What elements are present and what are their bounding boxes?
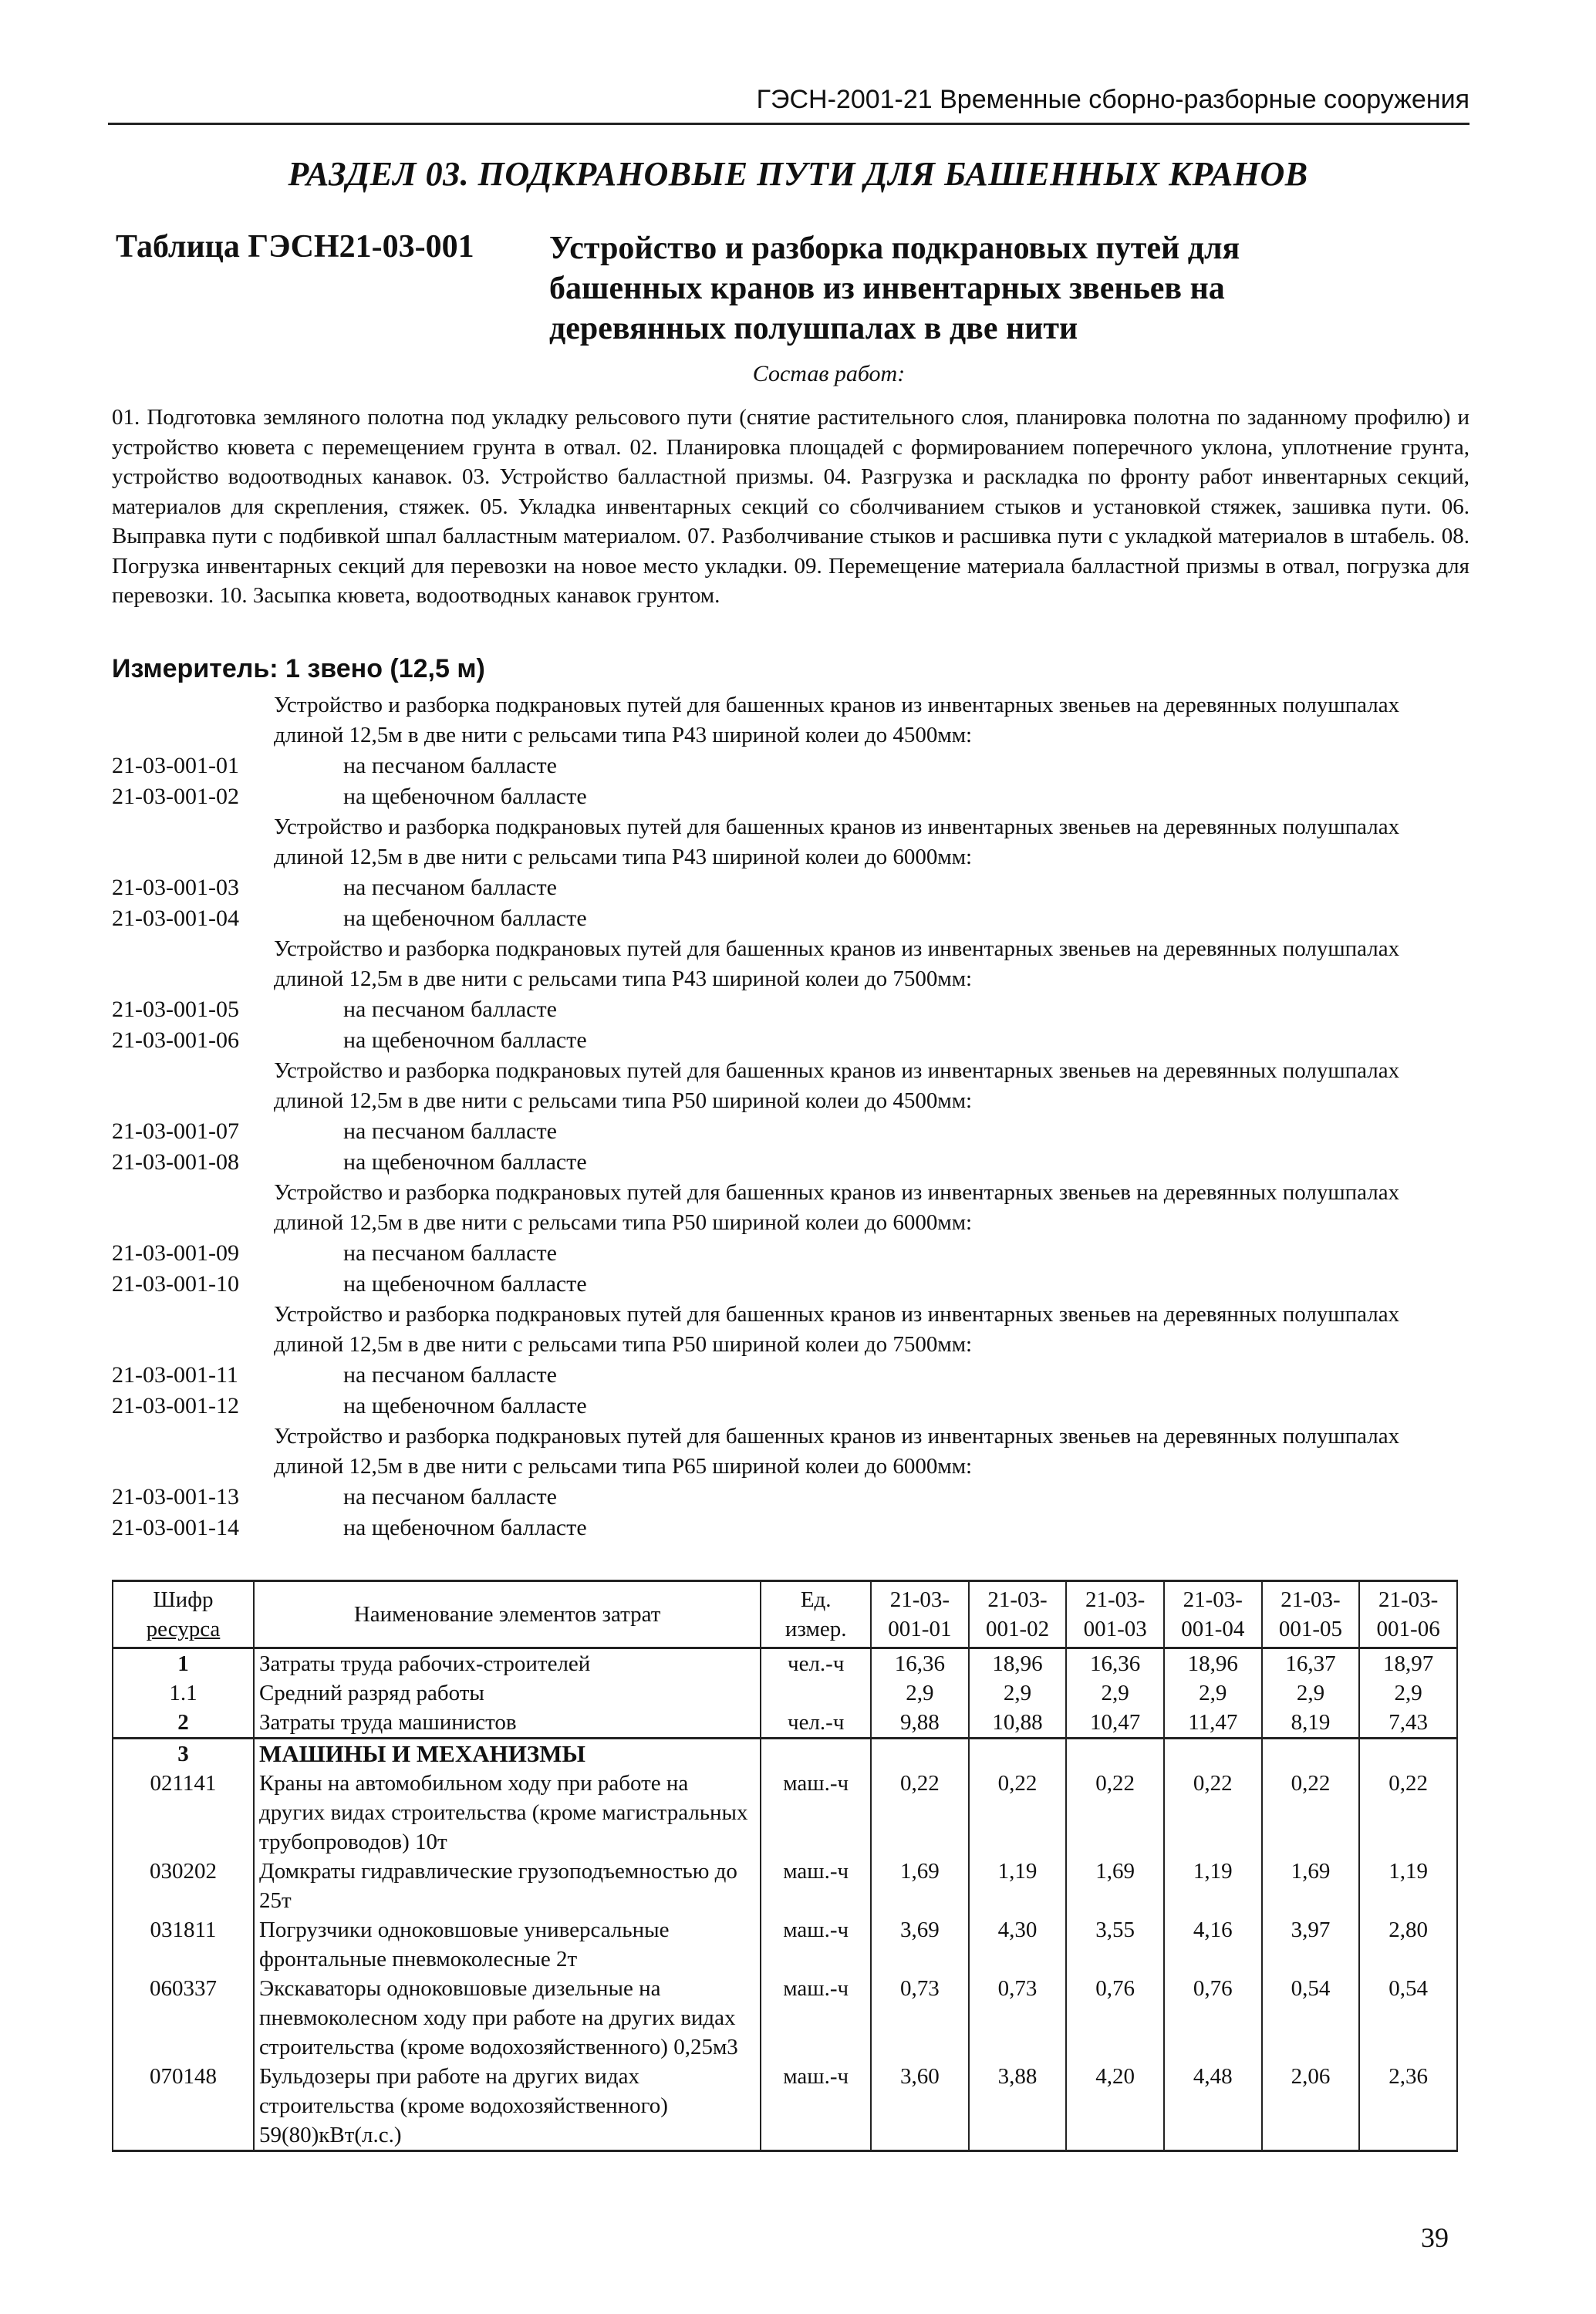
row-value: 0,73 <box>969 1974 1067 2062</box>
table-row <box>113 1678 1457 1708</box>
row-name: Затраты труда машинистов <box>254 1708 761 1739</box>
header-col-line1: 21-03- <box>1085 1587 1146 1612</box>
section-title: РАЗДЕЛ 03. ПОДКРАНОВЫЕ ПУТИ ДЛЯ БАШЕННЫХ КРАНОВ <box>288 155 1308 193</box>
table-header-row <box>113 1581 1457 1648</box>
row-value: 1,19 <box>1359 1857 1457 1915</box>
table-row <box>113 2062 1457 2151</box>
row-code: 070148 <box>113 2062 254 2151</box>
variant-code: 21-03-001-10 <box>112 1271 239 1297</box>
variant-item <box>112 1238 1469 1269</box>
row-code: 2 <box>113 1708 254 1739</box>
row-value: 2,36 <box>1359 2062 1457 2151</box>
variant-text: на песчаном балласте <box>343 875 557 900</box>
section-name: МАШИНЫ И МЕХАНИЗМЫ <box>254 1739 761 1769</box>
row-value: 18,96 <box>969 1648 1067 1679</box>
header-code-line1: Шифр <box>153 1587 214 1612</box>
variant-item <box>112 903 1469 934</box>
variant-code: 21-03-001-05 <box>112 997 239 1022</box>
header-col-6 <box>1359 1581 1457 1648</box>
variant-item <box>112 1513 1469 1543</box>
variant-code: 21-03-001-07 <box>112 1118 239 1144</box>
table-row <box>113 1857 1457 1915</box>
variant-item <box>112 1116 1469 1147</box>
header-col-2 <box>969 1581 1067 1648</box>
variant-text: на песчаном балласте <box>343 1484 557 1509</box>
machine-rows <box>113 1739 1457 2151</box>
row-value: 3,97 <box>1262 1915 1360 1974</box>
variant-item <box>112 872 1469 903</box>
empty-cell <box>1066 1739 1164 1769</box>
row-value: 1,19 <box>969 1857 1067 1915</box>
variant-item <box>112 1269 1469 1300</box>
variant-code: 21-03-001-03 <box>112 875 239 900</box>
variant-code: 21-03-001-12 <box>112 1393 239 1418</box>
row-value: 1,69 <box>1066 1857 1164 1915</box>
row-code: 031811 <box>113 1915 254 1974</box>
table-label: Таблица ГЭСН21-03-001 <box>116 229 474 265</box>
row-value: 18,97 <box>1359 1648 1457 1679</box>
variant-text: на щебеночном балласте <box>343 1271 587 1297</box>
table-row <box>113 1915 1457 1974</box>
row-value: 0,54 <box>1262 1974 1360 2062</box>
row-value: 0,22 <box>969 1769 1067 1857</box>
resource-table <box>112 1580 1458 2152</box>
row-name: Краны на автомобильном ходу при работе на других видах строительства (кроме магистральных трубопроводов) 10т <box>254 1769 761 1857</box>
row-value: 0,22 <box>1066 1769 1164 1857</box>
row-value: 7,43 <box>1359 1708 1457 1739</box>
row-unit: чел.-ч <box>761 1648 871 1679</box>
row-value: 10,88 <box>969 1708 1067 1739</box>
variant-item <box>112 1391 1469 1422</box>
row-value: 16,36 <box>1066 1648 1164 1679</box>
row-value: 2,9 <box>1164 1678 1262 1708</box>
row-value: 18,96 <box>1164 1648 1262 1679</box>
variant-text: на песчаном балласте <box>343 997 557 1022</box>
variant-code: 21-03-001-11 <box>112 1362 238 1388</box>
row-value: 2,9 <box>1066 1678 1164 1708</box>
header-col-line1: 21-03- <box>889 1587 950 1612</box>
row-unit: маш.-ч <box>761 1769 871 1857</box>
row-code: 030202 <box>113 1857 254 1915</box>
variant-text: на щебеночном балласте <box>343 1027 587 1053</box>
row-value: 2,9 <box>969 1678 1067 1708</box>
work-composition-text: 01. Подготовка земляного полотна под укладку рельсового пути (снятие растительного слоя, планировка полотна по заданному профилю) и устройство кювета с перемещением грунта в отвал. 02. Планировка площадей с формированием поперечного уклона, уплотнение грунта, устройство водоотводных канавок. 03. Устройство балластной призмы. 04. Разгрузка и раскладка по фронту работ инвентарных секций, материалов для скрепления, стяжек. 05. Укладка инвентарных секций со сболчиванием стыков и установкой стяжек, зашивка пути. 06. Выправка пути с подбивкой шпал балластным материалом. 07. Разболчивание стыков и расшивка пути с укладкой материалов в штабель. 08. Погрузка инвентарных секций для перевозки на новое место укладки. 09. Перемещение материала балластной призмы в отвал, погрузка для перевозки. 10. Засыпка кювета, водоотводных канавок грунтом. <box>112 405 1469 608</box>
variant-item <box>112 1025 1469 1056</box>
row-value: 0,73 <box>871 1974 969 2062</box>
variant-text: на песчаном балласте <box>343 1362 557 1388</box>
empty-cell <box>871 1739 969 1769</box>
row-value: 0,22 <box>1164 1769 1262 1857</box>
row-value: 0,22 <box>871 1769 969 1857</box>
row-value: 0,22 <box>1262 1769 1360 1857</box>
row-code: 021141 <box>113 1769 254 1857</box>
row-value: 3,69 <box>871 1915 969 1974</box>
empty-cell <box>761 1739 871 1769</box>
variant-group-description: Устройство и разборка подкрановых путей для башенных кранов из инвентарных звеньев на деревянных полушпалах длиной 12,5м в две нити с рельсами типа Р43 шириной колеи до 4500мм: <box>274 693 1400 747</box>
variant-code: 21-03-001-08 <box>112 1149 239 1175</box>
row-value: 16,36 <box>871 1648 969 1679</box>
header-code-line2: ресурса <box>146 1617 221 1641</box>
variant-text: на песчаном балласте <box>343 1118 557 1144</box>
variant-group-description: Устройство и разборка подкрановых путей для башенных кранов из инвентарных звеньев на деревянных полушпалах длиной 12,5м в две нити с рельсами типа Р65 шириной колеи до 6000мм: <box>274 1424 1400 1479</box>
row-value: 1,69 <box>871 1857 969 1915</box>
row-value: 0,22 <box>1359 1769 1457 1857</box>
row-value: 16,37 <box>1262 1648 1360 1679</box>
table-row <box>113 1974 1457 2062</box>
variant-code: 21-03-001-14 <box>112 1515 239 1540</box>
row-code: 1 <box>113 1648 254 1679</box>
variant-group-description: Устройство и разборка подкрановых путей для башенных кранов из инвентарных звеньев на деревянных полушпалах длиной 12,5м в две нити с рельсами типа Р43 шириной колеи до 7500мм: <box>274 936 1400 991</box>
table-row <box>113 1648 1457 1679</box>
row-value: 2,80 <box>1359 1915 1457 1974</box>
header-col-line2: 001-02 <box>985 1617 1050 1641</box>
row-name: Экскаваторы одноковшовые дизельные на пневмоколесном ходу при работе на других видах строительства (кроме водохозяйственного) 0,25м3 <box>254 1974 761 2062</box>
variant-group-description: Устройство и разборка подкрановых путей для башенных кранов из инвентарных звеньев на деревянных полушпалах длиной 12,5м в две нити с рельсами типа Р50 шириной колеи до 6000мм: <box>274 1180 1400 1235</box>
header-unit-line1: Ед. <box>800 1587 832 1612</box>
variant-text: на щебеночном балласте <box>343 1515 587 1540</box>
header-col-line2: 001-01 <box>888 1617 952 1641</box>
row-value: 4,30 <box>969 1915 1067 1974</box>
row-value: 0,76 <box>1164 1974 1262 2062</box>
meter-label: Измеритель: 1 звено (12,5 м) <box>112 654 485 683</box>
table-row <box>113 1708 1457 1739</box>
row-unit: маш.-ч <box>761 1915 871 1974</box>
header-col-4 <box>1164 1581 1262 1648</box>
header-col-3 <box>1066 1581 1164 1648</box>
header-col-1 <box>871 1581 969 1648</box>
row-value: 3,60 <box>871 2062 969 2151</box>
row-value: 1,19 <box>1164 1857 1262 1915</box>
row-code: 1.1 <box>113 1678 254 1708</box>
header-col-line2: 001-06 <box>1376 1617 1440 1641</box>
row-value: 1,69 <box>1262 1857 1360 1915</box>
variant-text: на щебеночном балласте <box>343 1393 587 1418</box>
work-composition-label: Состав работ: <box>752 361 906 386</box>
row-value: 3,88 <box>969 2062 1067 2151</box>
row-unit: маш.-ч <box>761 1857 871 1915</box>
row-value: 4,48 <box>1164 2062 1262 2151</box>
row-value: 2,9 <box>1262 1678 1360 1708</box>
table-title: Устройство и разборка подкрановых путей для башенных кранов из инвентарных звеньев на деревянных полушпалах в две нити <box>549 231 1240 346</box>
empty-cell <box>1359 1739 1457 1769</box>
header-col-line1: 21-03- <box>1281 1587 1341 1612</box>
row-value: 2,9 <box>1359 1678 1457 1708</box>
header-unit-line2: измер. <box>785 1617 847 1641</box>
header-col-line2: 001-03 <box>1083 1617 1147 1641</box>
row-unit: маш.-ч <box>761 1974 871 2062</box>
variant-code: 21-03-001-01 <box>112 753 239 778</box>
row-unit: маш.-ч <box>761 2062 871 2151</box>
variant-item <box>112 1147 1469 1178</box>
variant-text: на песчаном балласте <box>343 1240 557 1266</box>
variant-item <box>112 1360 1469 1391</box>
row-value: 11,47 <box>1164 1708 1262 1739</box>
row-value: 9,88 <box>871 1708 969 1739</box>
variant-text: на щебеночном балласте <box>343 1149 587 1175</box>
header-name: Наименование элементов затрат <box>254 1581 761 1648</box>
header-unit <box>761 1581 871 1648</box>
header-col-line1: 21-03- <box>1183 1587 1243 1612</box>
header-col-line1: 21-03- <box>987 1587 1048 1612</box>
row-name: Средний разряд работы <box>254 1678 761 1708</box>
variant-item <box>112 751 1469 781</box>
variant-code: 21-03-001-02 <box>112 784 239 809</box>
variant-list <box>112 690 1469 1543</box>
table-row <box>113 1769 1457 1857</box>
empty-cell <box>1164 1739 1262 1769</box>
empty-cell <box>969 1739 1067 1769</box>
row-name: Погрузчики одноковшовые универсальные фронтальные пневмоколесные 2т <box>254 1915 761 1974</box>
row-value: 10,47 <box>1066 1708 1164 1739</box>
variant-code: 21-03-001-09 <box>112 1240 239 1266</box>
variant-group-description: Устройство и разборка подкрановых путей для башенных кранов из инвентарных звеньев на деревянных полушпалах длиной 12,5м в две нити с рельсами типа Р50 шириной колеи до 7500мм: <box>274 1302 1400 1357</box>
section-code: 3 <box>113 1739 254 1769</box>
row-value: 2,9 <box>871 1678 969 1708</box>
variant-code: 21-03-001-06 <box>112 1027 239 1053</box>
variant-group-description: Устройство и разборка подкрановых путей для башенных кранов из инвентарных звеньев на деревянных полушпалах длиной 12,5м в две нити с рельсами типа Р43 шириной колеи до 6000мм: <box>274 815 1400 869</box>
variant-text: на песчаном балласте <box>343 753 557 778</box>
row-code: 060337 <box>113 1974 254 2062</box>
variant-group-description: Устройство и разборка подкрановых путей для башенных кранов из инвентарных звеньев на деревянных полушпалах длиной 12,5м в две нити с рельсами типа Р50 шириной колеи до 4500мм: <box>274 1058 1400 1113</box>
row-unit: чел.-ч <box>761 1708 871 1739</box>
header-code <box>113 1581 254 1648</box>
row-name: Бульдозеры при работе на других видах строительства (кроме водохозяйственного) 59(80)кВт(л.с.) <box>254 2062 761 2151</box>
empty-cell <box>1262 1739 1360 1769</box>
machines-section-row <box>113 1739 1457 1769</box>
page-number: 39 <box>1421 2222 1449 2253</box>
row-value: 2,06 <box>1262 2062 1360 2151</box>
row-unit <box>761 1678 871 1708</box>
row-value: 3,55 <box>1066 1915 1164 1974</box>
header-col-line2: 001-05 <box>1278 1617 1343 1641</box>
variant-code: 21-03-001-13 <box>112 1484 239 1509</box>
labor-rows <box>113 1648 1457 1739</box>
variant-code: 21-03-001-04 <box>112 906 239 931</box>
variant-item <box>112 781 1469 812</box>
row-value: 0,54 <box>1359 1974 1457 2062</box>
header-col-line2: 001-04 <box>1181 1617 1245 1641</box>
row-name: Домкраты гидравлические грузоподъемностью до 25т <box>254 1857 761 1915</box>
row-value: 0,76 <box>1066 1974 1164 2062</box>
variant-text: на щебеночном балласте <box>343 784 587 809</box>
variant-item <box>112 994 1469 1025</box>
row-value: 4,20 <box>1066 2062 1164 2151</box>
running-header: ГЭСН-2001-21 Временные сборно-разборные сооружения <box>108 85 1469 125</box>
row-value: 4,16 <box>1164 1915 1262 1974</box>
row-value: 8,19 <box>1262 1708 1360 1739</box>
variant-text: на щебеночном балласте <box>343 906 587 931</box>
row-name: Затраты труда рабочих-строителей <box>254 1648 761 1679</box>
header-col-line1: 21-03- <box>1378 1587 1439 1612</box>
variant-item <box>112 1482 1469 1513</box>
header-col-5 <box>1262 1581 1360 1648</box>
